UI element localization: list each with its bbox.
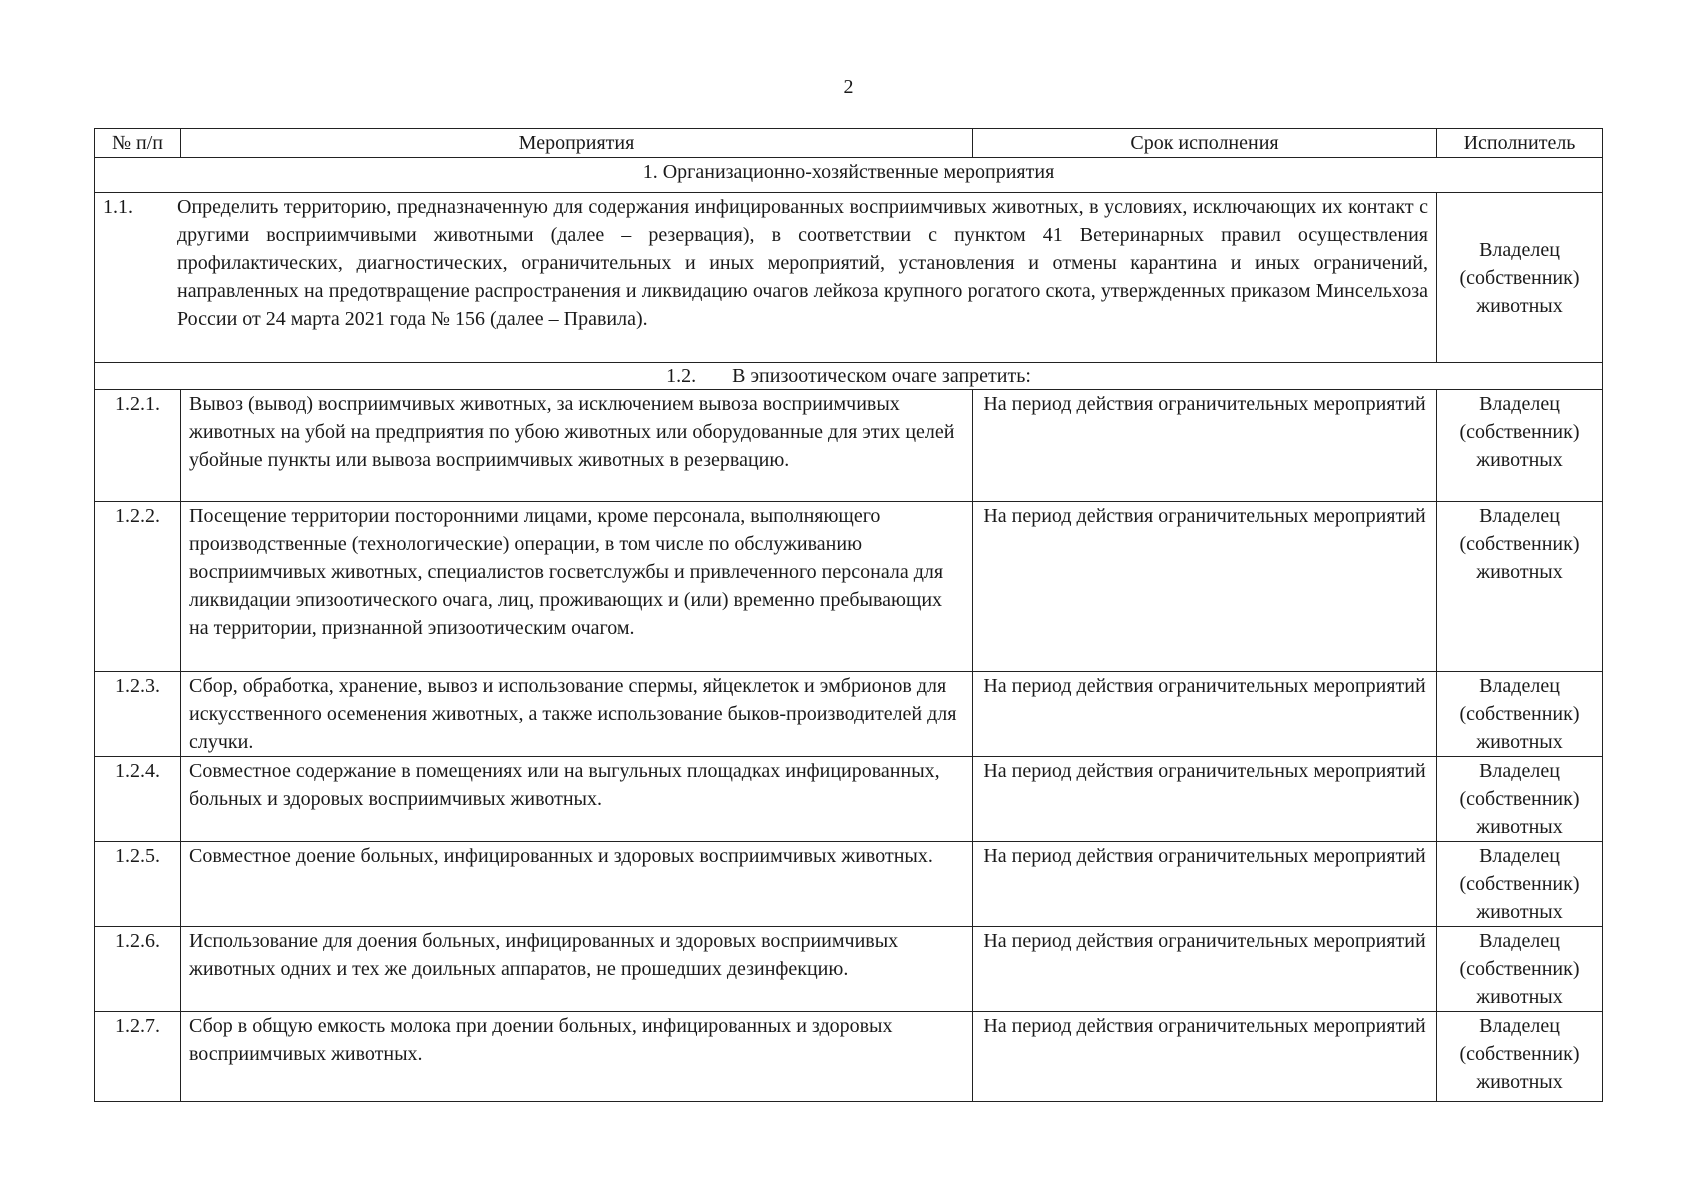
row-num: 1.2.5.: [95, 842, 181, 927]
row-measure-text: Совместное содержание в помещениях или на выгульных площадках инфицированных, больных и здоровых восприимчивых животных.: [181, 757, 973, 842]
header-row: [95, 129, 1603, 158]
table-row: [95, 927, 1603, 1012]
row-measure-text: Сбор, обработка, хранение, вывоз и использование спермы, яйцеклеток и эмбрионов для искусственного осеменения животных, а также использование быков-производителей для случки.: [181, 672, 973, 757]
row-performer: Владелец (собственник) животных: [1437, 757, 1603, 842]
row-num: 1.2.4.: [95, 757, 181, 842]
row-deadline: На период действия ограничительных мероприятий: [973, 502, 1437, 672]
row-performer: Владелец (собственник) животных: [1437, 927, 1603, 1012]
row-measure-text: Сбор в общую емкость молока при доении больных, инфицированных и здоровых восприимчивых животных.: [181, 1012, 973, 1102]
row-deadline: На период действия ограничительных мероприятий: [973, 842, 1437, 927]
row-performer: Владелец (собственник) животных: [1437, 390, 1603, 502]
header-measures: Мероприятия: [181, 129, 973, 158]
row-num: 1.2.7.: [95, 1012, 181, 1102]
section-title: 1. Организационно-хозяйственные мероприятия: [95, 158, 1603, 193]
row-measure-text: Использование для доения больных, инфицированных и здоровых восприимчивых животных одних и тех же доильных аппаратов, не прошедших дезинфекцию.: [181, 927, 973, 1012]
header-num: № п/п: [95, 129, 181, 158]
item-1-1-text: Определить территорию, предназначенную для содержания инфицированных восприимчивых животных, в условиях, исключающих их контакт с другими восприимчивыми животными (далее – резервация), в соответствии с пунктом 41 Ветеринарных правил осуществления профилактических, диагностических, ограничительных и иных мероприятий, установления и отмены карантина и иных ограничений, направленных на предотвращение распространения и ликвидацию очагов лейкоза крупного рогатого скота, утвержденных приказом Минсельхоза России от 24 марта 2021 года № 156 (далее – Правила).: [177, 196, 1428, 330]
row-deadline: На период действия ограничительных мероприятий: [973, 672, 1437, 757]
row-performer: Владелец (собственник) животных: [1437, 842, 1603, 927]
item-1-1-performer: Владелец (собственник) животных: [1437, 193, 1603, 363]
table-row: [95, 502, 1603, 672]
item-1-2-num: 1.2.: [666, 365, 697, 387]
row-num: 1.2.6.: [95, 927, 181, 1012]
row-deadline: На период действия ограничительных мероприятий: [973, 390, 1437, 502]
rows-body: [95, 390, 1603, 1102]
table-row: [95, 1012, 1603, 1102]
header-performer: Исполнитель: [1437, 129, 1603, 158]
row-measure-text: Совместное доение больных, инфицированных и здоровых восприимчивых животных.: [181, 842, 973, 927]
header-deadline: Срок исполнения: [973, 129, 1437, 158]
row-performer: Владелец (собственник) животных: [1437, 1012, 1603, 1102]
item-1-2-cell: [95, 363, 1603, 390]
table-row: [95, 757, 1603, 842]
measures-table: [94, 128, 1603, 1102]
row-deadline: На период действия ограничительных мероприятий: [973, 927, 1437, 1012]
table-row: [95, 842, 1603, 927]
item-1-1-num: 1.1.: [103, 196, 133, 218]
table-row-1-1: [95, 193, 1603, 363]
table-row: [95, 672, 1603, 757]
row-num: 1.2.1.: [95, 390, 181, 502]
row-deadline: На период действия ограничительных мероприятий: [973, 757, 1437, 842]
row-num: 1.2.2.: [95, 502, 181, 672]
row-num: 1.2.3.: [95, 672, 181, 757]
page-number: 2: [843, 76, 854, 98]
row-performer: Владелец (собственник) животных: [1437, 502, 1603, 672]
section-row: [95, 158, 1603, 193]
row-performer: Владелец (собственник) животных: [1437, 672, 1603, 757]
row-measure-text: Вывоз (вывод) восприимчивых животных, за исключением вывоза восприимчивых животных на убой на предприятия по убою животных или оборудованные для этих целей убойные пункты или вывоза восприимчивых животных в резервацию.: [181, 390, 973, 502]
item-1-2-text: В эпизоотическом очаге запретить:: [732, 365, 1031, 387]
item-1-1-cell: [95, 193, 1437, 363]
table-row: [95, 390, 1603, 502]
table-row-1-2: [95, 363, 1603, 390]
row-measure-text: Посещение территории посторонними лицами, кроме персонала, выполняющего производственные (технологические) операции, в том числе по обслуживанию восприимчивых животных, специалистов госветслужбы и привлеченного персонала для ликвидации эпизоотического очага, лиц, проживающих и (или) временно пребывающих на территории, признанной эпизоотическим очагом.: [181, 502, 973, 672]
row-deadline: На период действия ограничительных мероприятий: [973, 1012, 1437, 1102]
